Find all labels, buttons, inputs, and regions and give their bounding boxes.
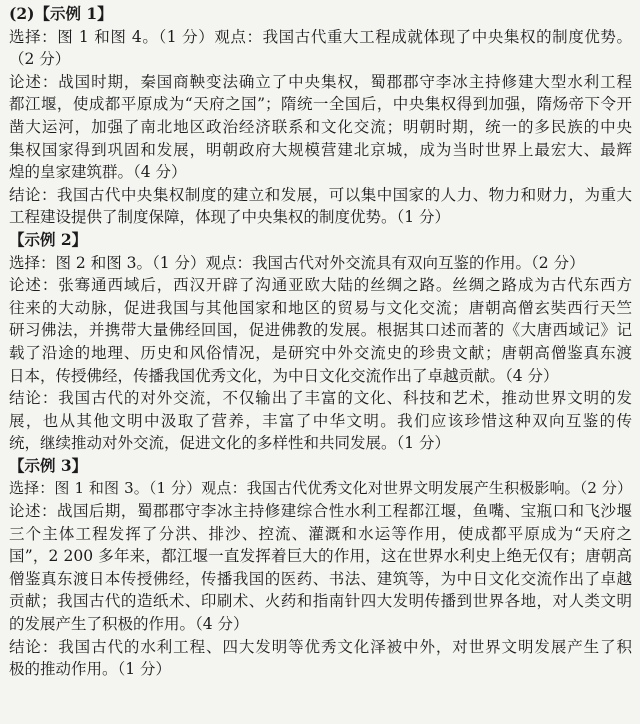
section-heading-example-3: 【示例 3】 bbox=[9, 455, 88, 475]
text-line: 研习佛法，并携带大量佛经回国，促进佛教的发展。根据其口述而著的《大唐西域记》记 bbox=[9, 321, 632, 340]
text-line: 往来的大动脉，促进我国与其他国家和地区的贸易与文化交流；唐朝高僧玄奘西行天竺 bbox=[9, 298, 632, 317]
text-line: 统，继续推动对外交流，促进文化的多样性和共同发展。（1 分） bbox=[9, 434, 451, 453]
text-line: 日本，传授佛经，传播我国优秀文化，为中日文化交流作出了卓越贡献。（4 分） bbox=[9, 366, 559, 385]
text-line: 选择：图 1 和图 4。（1 分）观点：我国古代重大工程成就体现了中央集权的制度优势。 bbox=[9, 27, 632, 46]
text-line: 载了沿途的地理、历史和风俗情况，是研究中外交流史的珍贵文献；唐朝高僧鉴真东渡 bbox=[9, 343, 632, 362]
text-line: 凿大运河，加强了南北地区政治经济联系和文化交流；明朝时期，统一的多民族的中央 bbox=[9, 117, 632, 136]
text-line: 结论：我国古代的对外交流，不仅输出了丰富的文化、科技和艺术，推动世界文明的发 bbox=[9, 389, 632, 408]
text-line: 论述：战国后期，蜀郡郡守李冰主持修建综合性水利工程都江堰，鱼嘴、宝瓶口和飞沙堰 bbox=[9, 502, 632, 521]
text-line: 论述：战国时期，秦国商鞅变法确立了中央集权，蜀郡郡守李冰主持修建大型水利工程 bbox=[9, 72, 632, 91]
text-line: 集权国家得到巩固和发展，明朝政府大规模营建北京城，成为当时世界上最宏大、最辉 bbox=[9, 140, 632, 159]
text-line: 选择：图 1 和图 3。（1 分）观点：我国古代优秀文化对世界文明发展产生积极影响。（2 分） bbox=[9, 479, 632, 498]
text-line: 工程建设提供了制度保障，体现了中央集权的制度优势。（1 分） bbox=[9, 208, 451, 227]
text-line: 都江堰，使成都平原成为“天府之国”；隋统一全国后，中央集权得到加强，隋炀帝下令开 bbox=[9, 95, 632, 114]
section-heading-example-1: (2)【示例 1】 bbox=[9, 4, 113, 23]
text-line: 论述：张骞通西域后，西汉开辟了沟通亚欧大陆的丝绸之路。丝绸之路成为古代东西方 bbox=[9, 276, 632, 295]
text-line: 僧鉴真东渡日本传授佛经，传播我国的医药、书法、建筑等，为中日文化交流作出了卓越 bbox=[9, 569, 632, 588]
text-line: 国”，2 200 多年来，都江堰一直发挥着巨大的作用，这在世界水利史上绝无仅有；唐朝高 bbox=[9, 547, 632, 566]
text-line: 展，也从其他文明中汲取了营养，丰富了中华文明。我们应该珍惜这种双向互鉴的传 bbox=[9, 411, 632, 430]
text-line: 煌的皇家建筑群。（4 分） bbox=[9, 163, 187, 182]
text-line: 结论：我国古代中央集权制度的建立和发展，可以集中国家的人力、物力和财力，为重大 bbox=[9, 185, 632, 204]
text-line: 极的推动作用。（1 分） bbox=[9, 660, 172, 679]
section-heading-example-2: 【示例 2】 bbox=[9, 229, 88, 249]
text-line: 贡献；我国古代的造纸术、印刷术、火药和指南针四大发明传播到世界各地，对人类文明 bbox=[9, 592, 632, 611]
text-line: 结论：我国古代的水利工程、四大发明等优秀文化泽被中外，对世界文明发展产生了积 bbox=[9, 637, 632, 656]
text-line: 的发展产生了积极的作用。（4 分） bbox=[9, 615, 249, 634]
text-line: 三个主体工程发挥了分洪、排沙、控流、灌溉和水运等作用，使成都平原成为“天府之 bbox=[9, 524, 632, 543]
text-line: （2 分） bbox=[9, 50, 71, 69]
text-line: 选择：图 2 和图 3。（1 分）观点：我国古代对外交流具有双向互鉴的作用。（2 分） bbox=[9, 253, 585, 272]
